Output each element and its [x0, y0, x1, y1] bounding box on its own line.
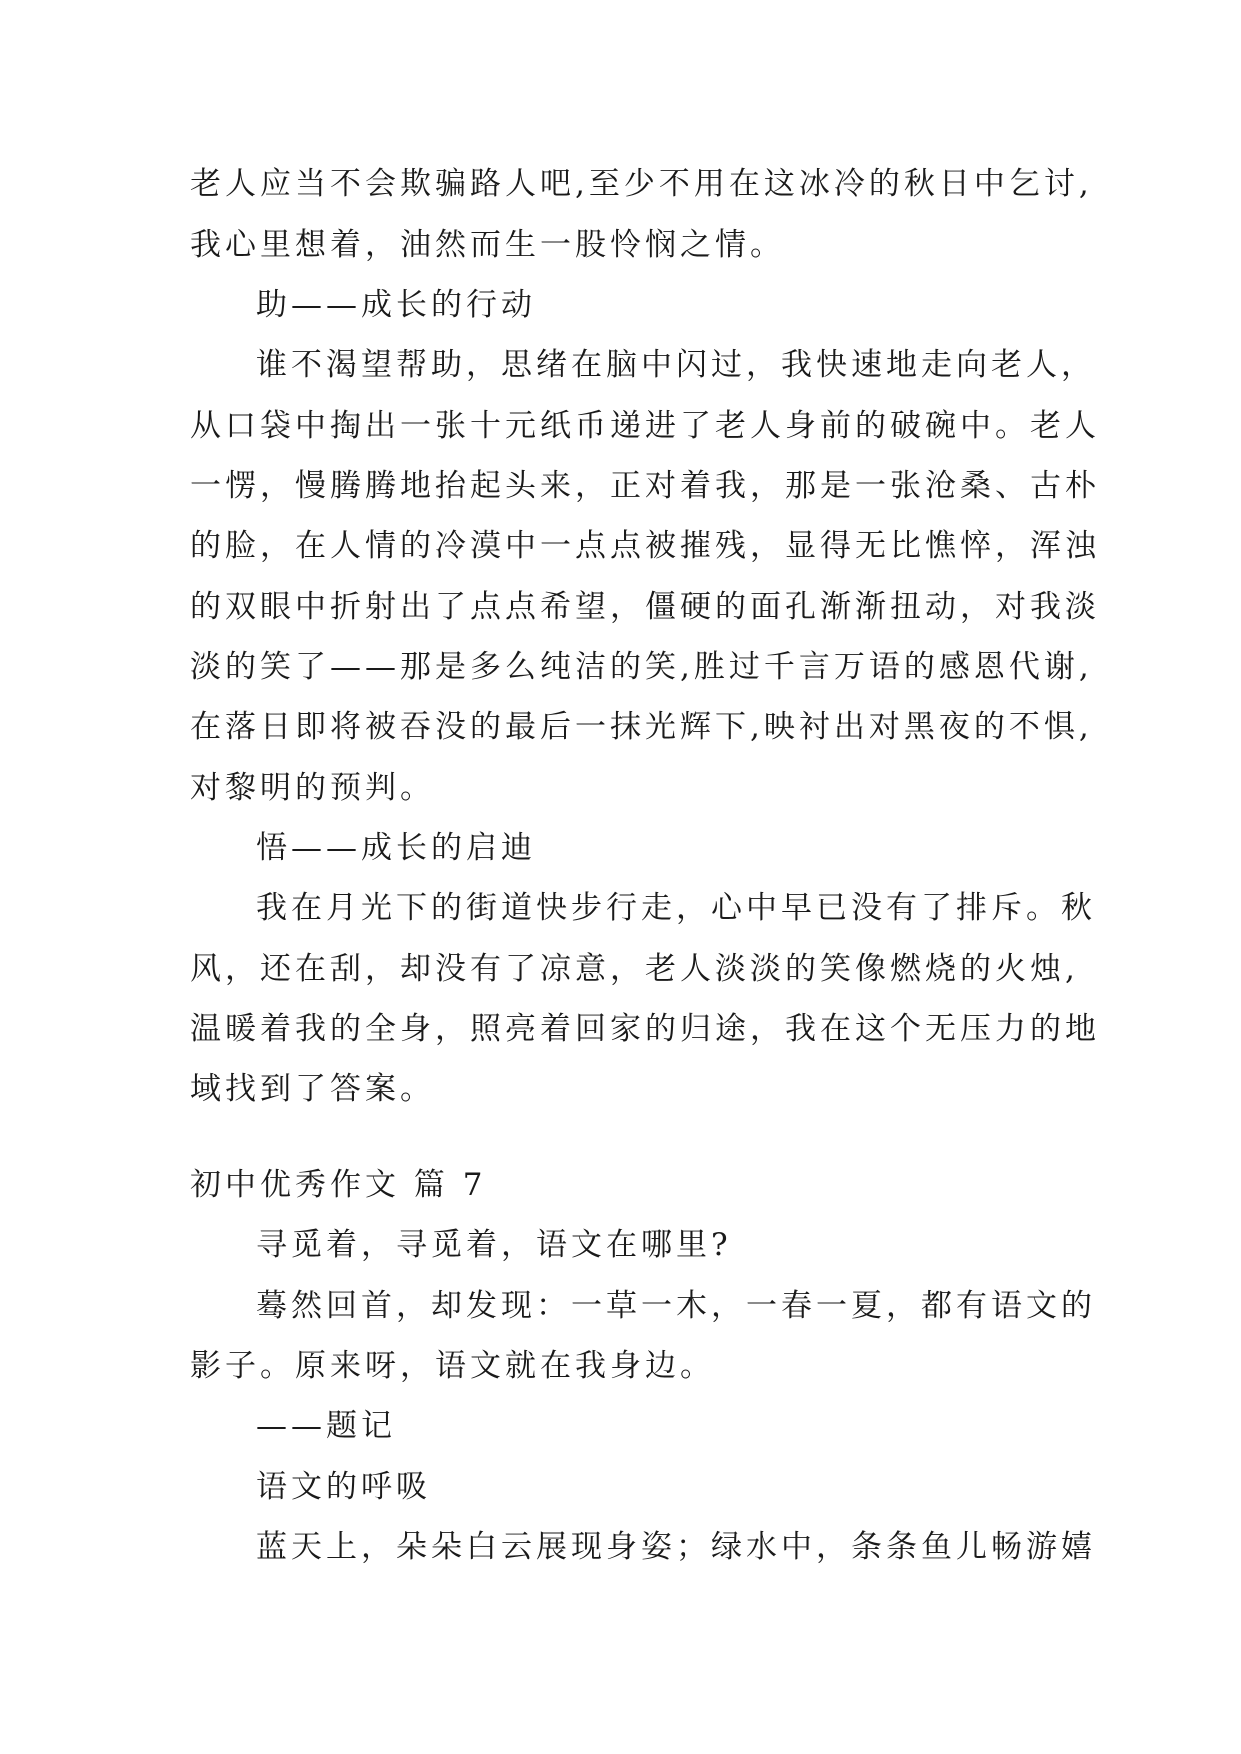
- text-line: 蓝天上，朵朵白云展现身姿；绿水中，条条鱼儿畅游嬉: [256, 1529, 1096, 1565]
- text-line: 谁不渴望帮助，思绪在脑中闪过，我快速地走向老人，: [256, 347, 1096, 383]
- text-line: 我在月光下的街道快步行走，心中早已没有了排斥。秋: [256, 890, 1096, 926]
- text-line: 老人应当不会欺骗路人吧,至少不用在这冰冷的秋日中乞讨,: [190, 166, 1093, 202]
- section-heading: 悟——成长的启迪: [256, 830, 536, 866]
- text-line: 影子。原来呀，语文就在我身边。: [190, 1348, 715, 1384]
- section-heading: 助——成长的行动: [256, 287, 536, 323]
- text-line: 寻觅着，寻觅着，语文在哪里?: [256, 1227, 732, 1263]
- text-line: 我心里想着，油然而生一股怜悯之情。: [190, 227, 785, 263]
- text-line: 淡的笑了——那是多么纯洁的笑,胜过千言万语的感恩代谢,: [190, 649, 1093, 685]
- text-line: 蓦然回首，却发现：一草一木，一春一夏，都有语文的: [256, 1288, 1096, 1324]
- essay-title: 初中优秀作文 篇 7: [190, 1167, 487, 1203]
- epigraph-credit: ——题记: [256, 1408, 396, 1444]
- text-line: 在落日即将被吞没的最后一抹光辉下,映衬出对黑夜的不惧,: [190, 709, 1093, 745]
- text-line: 从口袋中掏出一张十元纸币递进了老人身前的破碗中。老人: [190, 408, 1100, 444]
- text-line: 的脸，在人情的冷漠中一点点被摧残，显得无比憔悴，浑浊: [190, 528, 1100, 564]
- text-line: 域找到了答案。: [190, 1071, 435, 1107]
- text-line: 对黎明的预判。: [190, 770, 435, 806]
- section-heading: 语文的呼吸: [256, 1469, 431, 1505]
- text-line: 温暖着我的全身，照亮着回家的归途，我在这个无压力的地: [190, 1011, 1100, 1047]
- text-line: 风，还在刮，却没有了凉意，老人淡淡的笑像燃烧的火烛,: [190, 951, 1079, 987]
- text-line: 一愣，慢腾腾地抬起头来，正对着我，那是一张沧桑、古朴: [190, 468, 1100, 504]
- text-line: 的双眼中折射出了点点希望，僵硬的面孔渐渐扭动，对我淡: [190, 589, 1100, 625]
